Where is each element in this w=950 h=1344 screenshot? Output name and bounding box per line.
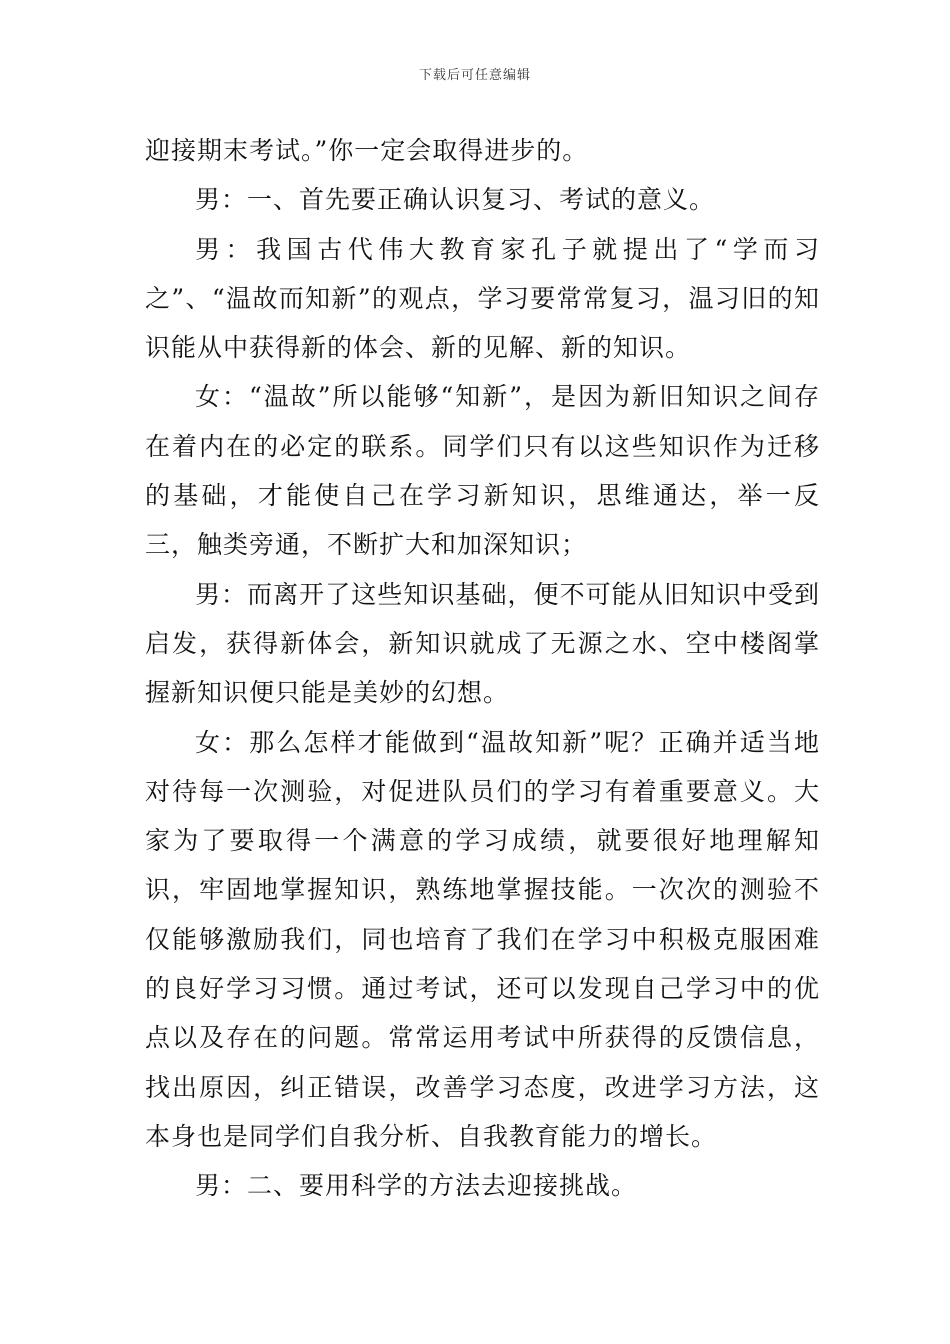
page-header-note: 下载后可任意编辑 [418,68,531,83]
paragraph-male-1: 男：一、首先要正确认识复习、考试的意义。 [195,185,716,215]
document-body [145,126,820,1211]
paragraph-male-3: 男：而离开了这些知识基础，便不可能从旧知识中受到启发，获得新体会，新知识就成了无源之水、空中楼阁掌握新知识便只能是美妙的幻想。 [145,579,820,708]
paragraph-female-2: 女：那么怎样才能做到“温故知新”呢？正确并适当地对待每一次测验，对促进队员们的学习有着重要意义。大家为了要取得一个满意的学习成绩，就要很好地理解知识，牢固地掌握知识，熟练地掌握技能。一次次的测验不仅能够激励我们，同也培育了我们在学习中积极克服困难的良好学习习惯。通过考试，还可以发现自己学习中的优点以及存在的问题。常常运用考试中所获得的反馈信息，找出原因，纠正错误，改善学习态度，改进学习方法，这本身也是同学们自我分析、自我教育能力的增长。 [145,727,820,1151]
paragraph-male-2: 男：我国古代伟大教育家孔子就提出了“学而习之”、“温故而知新”的观点，学习要常常复习，温习旧的知识能从中获得新的体会、新的见解、新的知识。 [145,234,820,363]
paragraph-female-1: 女：“温故”所以能够“知新”，是因为新旧知识之间存在着内在的必定的联系。同学们只有以这些知识作为迁移的基础，才能使自己在学习新知识，思维通达，举一反三，触类旁通，不断扩大和加深知识； [145,382,820,560]
paragraph-male-4: 男：二、要用科学的方法去迎接挑战。 [195,1171,638,1201]
paragraph-continuation: 迎接期末考试。”你一定会取得进步的。 [145,136,589,165]
